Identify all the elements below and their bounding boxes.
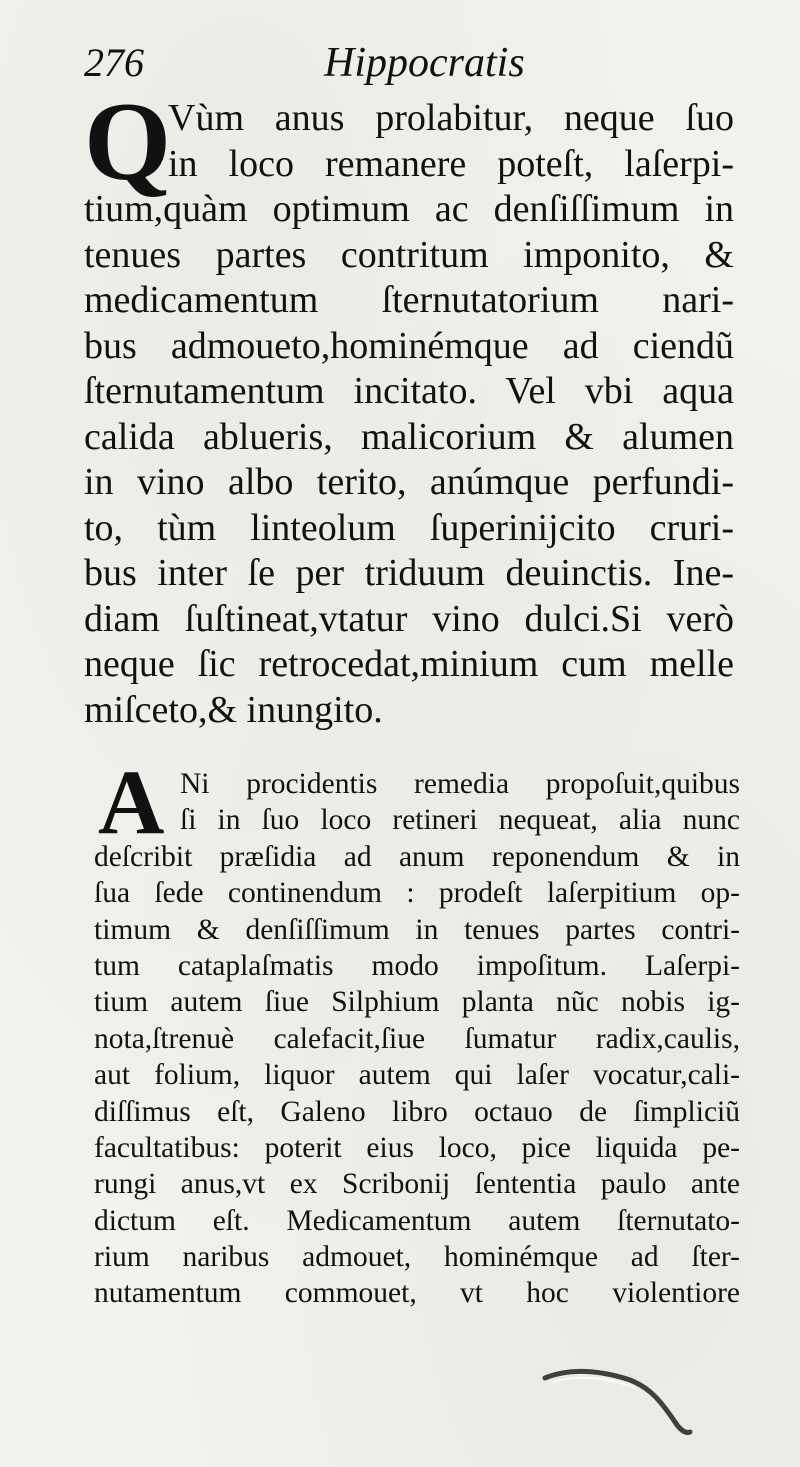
text-line: nutamentum commouet, vt hoc violentiore bbox=[94, 1277, 740, 1310]
text-line: to, tùm linteolum ſuperinijcito cruri- bbox=[84, 506, 734, 549]
text-line: bus admoueto,hominémque ad ciendũ bbox=[84, 324, 734, 367]
text-line: neque ſic retrocedat,minium cum melle bbox=[84, 643, 734, 685]
text-line: aut folium, liquor autem qui laſer vocatur,cali- bbox=[94, 1059, 740, 1092]
text-line: rium naribus admouet, hominémque ad ſter- bbox=[94, 1241, 740, 1274]
text-line: tium,quàm optimum ac denſiſſimum in bbox=[84, 188, 734, 230]
text-line: ſua ſede continendum : prodeſt laſerpitium op- bbox=[94, 877, 740, 910]
text-line: Vùm anus prolabitur, neque ſuo bbox=[168, 97, 734, 139]
commentary-paragraph bbox=[94, 766, 740, 1312]
text-line: nota,ſtrenuè calefacit,ſiue ſumatur radix,caulis, bbox=[94, 1022, 740, 1055]
text-line: timum & denſiſſimum in tenues partes contri- bbox=[94, 913, 740, 946]
text-line: diſſimus eſt, Galeno libro octauo de ſimpliciũ bbox=[94, 1095, 740, 1128]
text-line: rungi anus,vt ex Scribonij ſententia paulo ante bbox=[94, 1168, 740, 1201]
drop-cap-q: Q bbox=[84, 80, 172, 204]
text-line: ſternutamentum incitato. Vel vbi aqua bbox=[84, 370, 734, 412]
text-line: deſcribit præſidia ad anum reponendum & in bbox=[94, 840, 740, 873]
text-line: in vino albo terito, anúmque perfundi- bbox=[84, 461, 734, 503]
text-line: medicamentum ſternutatorium nari- bbox=[84, 279, 734, 321]
main-text-paragraph bbox=[84, 96, 734, 733]
page-header bbox=[84, 38, 724, 88]
page-number: 276 bbox=[84, 40, 144, 85]
text-line: diam ſuſtineat,vtatur vino dulci.Si verò bbox=[84, 597, 734, 640]
text-line: miſceto,& inungito. bbox=[84, 688, 383, 731]
text-line: facultatibus: poterit eius loco, pice liquida pe- bbox=[94, 1131, 740, 1164]
text-line: ſi in ſuo loco retineri nequeat, alia nunc bbox=[180, 804, 740, 837]
paper-stain-mark bbox=[540, 1360, 700, 1440]
drop-cap-a: A bbox=[98, 751, 165, 853]
text-line: Ni procidentis remedia propoſuit,quibus bbox=[180, 768, 740, 800]
running-head: Hippocratis bbox=[324, 40, 525, 86]
text-line: tenues partes contritum imponito, & bbox=[84, 233, 734, 276]
text-line: tum cataplaſmatis modo impoſitum. Laſerpi- bbox=[94, 949, 740, 982]
text-line: dictum eſt. Medicamentum autem ſternutato- bbox=[94, 1204, 740, 1237]
text-line: bus inter ſe per triduum deuinctis. Ine- bbox=[84, 552, 734, 594]
text-line: tium autem ſiue Silphium planta nũc nobis ig- bbox=[94, 986, 740, 1019]
text-line: calida ablueris, malicorium & alumen bbox=[84, 415, 734, 458]
text-line: in loco remanere poteſt, laſerpi- bbox=[168, 142, 734, 185]
